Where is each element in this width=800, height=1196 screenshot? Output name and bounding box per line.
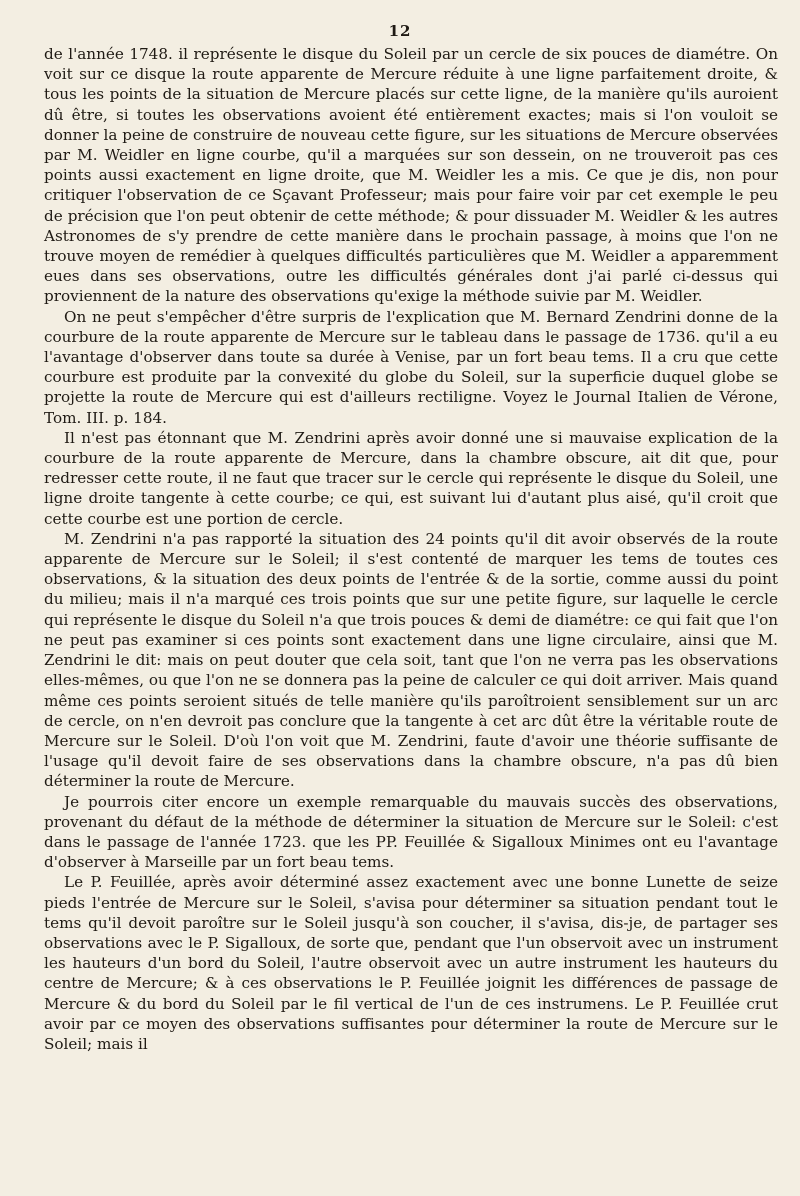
paragraph: Il n'est pas étonnant que M. Zendrini après avoir donné une si mauvaise explication de la courbure de la route apparente de Mercure, dans la chambre obscure, ait dit que, pour redresser cette route, il ne faut que tracer sur le cercle qui représente le disque du Soleil, une ligne droite tangente à cette courbe; ce qui, est suivant lui d'autant plus aisé, qu'il croit que cette courbe est une portion de cercle.	[44, 428, 778, 528]
paragraph: Je pourrois citer encore un exemple remarquable du mauvais succès des observations, provenant du défaut de la méthode de déterminer la situation de Mercure sur le Soleil: c'est dans le passage de l'année 1723. que les PP. Feuillée & Sigalloux Minimes ont eu l'avantage d'observer à Marseille par un fort beau tems.	[44, 792, 778, 872]
paragraph: de l'année 1748. il représente le disque du Soleil par un cercle de six pouces de diamétre. On voit sur ce disque la route apparente de Mercure réduite à une ligne parfaitement droite, & tous les points de la situation de Mercure placés sur cette ligne, de la manière qu'ils auroient dû être, si toutes les observations avoient été entièrement exactes; mais si l'on vouloit se donner la peine de construire de nouveau cette figure, sur les situations de Mercure observées par M. Weidler en ligne courbe, qu'il a marquées sur son dessein, on ne trouveroit pas ces points aussi exactement en ligne droite, que M. Weidler les a mis. Ce que je dis, non pour critiquer l'observation de ce Sçavant Professeur; mais pour faire voir par cet exemple le peu de précision que l'on peut obtenir de cette méthode; & pour dissuader M. Weidler & les autres Astronomes de s'y prendre de cette manière dans le prochain passage, à moins que l'on ne trouve moyen de remédier à quelques difficultés particulières que M. Weidler a apparemment eues dans ses observations, outre les difficultés générales dont j'ai parlé ci-dessus qui proviennent de la nature des observations qu'exige la méthode suivie par M. Weidler.	[44, 45, 778, 306]
paragraph: On ne peut s'empêcher d'être surpris de l'explication que M. Bernard Zendrini donne de la courbure de la route apparente de Mercure sur le tableau dans le passage de 1736. qu'il a eu l'avantage d'observer dans toute sa durée à Venise, par un fort beau tems. Il a cru que cette courbure est produite par la convexité du globe du Soleil, sur la superficie duquel globe se projette la route de Mercure qui est d'ailleurs rectiligne. Voyez le Journal Italien de Vérone, Tom. III. p. 184.	[44, 307, 778, 427]
paragraph: Le P. Feuillée, après avoir déterminé assez exactement avec une bonne Lunette de seize pieds l'entrée de Mercure sur le Soleil, s'avisa pour déterminer sa situation pendant tout le tems qu'il devoit paroître sur le Soleil jusqu'à son coucher, il s'avisa, dis-je, de partager ses observations avec le P. Sigalloux, de sorte que, pendant que l'un observoit avec un instrument les hauteurs d'un bord du Soleil, l'autre observoit avec un autre instrument les hauteurs du centre de Mercure; & à ces observations le P. Feuillée joignit les différences de passage de Mercure & du bord du Soleil par le fil vertical de l'un de ces instrumens. Le P. Feuillée crut avoir par ce moyen des observations suffisantes pour déterminer la route de Mercure sur le Soleil; mais il	[44, 873, 778, 1053]
body-text	[44, 44, 778, 1054]
page-number: 12	[388, 22, 412, 40]
paragraph: M. Zendrini n'a pas rapporté la situation des 24 points qu'il dit avoir observés de la route apparente de Mercure sur le Soleil; il s'est contenté de marquer les tems de toutes ces observations, & la situation des deux points de l'entrée & de la sortie, comme aussi du point du milieu; mais il n'a marqué ces trois points que sur une petite figure, sur laquelle le cercle qui représente le disque du Soleil n'a que trois pouces & demi de diamétre: ce qui fait que l'on ne peut pas examiner si ces points sont exactement dans une ligne circulaire, ainsi que M. Zendrini le dit: mais on peut douter que cela soit, tant que l'on ne verra pas les observations elles-mêmes, ou que l'on ne se donnera pas la peine de calculer ce qui doit arriver. Mais quand même ces points seroient situés de telle manière qu'ils paroîtroient sensiblement sur un arc de cercle, on n'en devroit pas conclure que la tangente à cet arc dût être la véritable route de Mercure sur le Soleil. D'où l'on voit que M. Zendrini, faute d'avoir une théorie suffisante de l'usage qu'il devoit faire de ses observations dans la chambre obscure, n'a pas dû bien déterminer la route de Mercure.	[44, 529, 778, 791]
